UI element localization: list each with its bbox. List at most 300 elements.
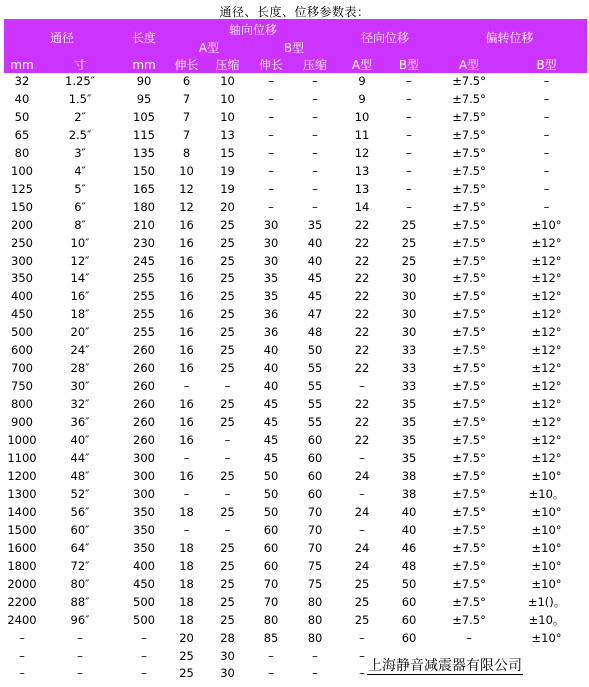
cell-diameter-inch: 60″: [70, 522, 90, 537]
cell-diameter-mm: 32: [14, 74, 30, 88]
cell-diameter-inch: 96″: [70, 612, 90, 627]
cell-axial-b-compress: 70: [307, 504, 323, 519]
cell-angular-b: ±12°: [531, 361, 562, 376]
cell-radial-a: –: [359, 486, 365, 501]
table-row: [4, 163, 587, 181]
cell-diameter-inch: 40″: [70, 433, 90, 448]
cell-angular-b: ±12°: [531, 343, 562, 358]
table-row: [4, 288, 587, 306]
cell-axial-a-extend: –: [183, 486, 190, 501]
cell-radial-b: 30: [401, 271, 417, 286]
cell-axial-a-compress: 28: [220, 630, 235, 645]
header-angular-a: A型: [458, 58, 480, 72]
cell-angular-b: ±10。: [528, 486, 565, 501]
cell-radial-a: 10: [354, 109, 370, 124]
cell-angular-a: ±7.5°: [452, 594, 486, 609]
cell-axial-a-compress: 25: [220, 504, 235, 519]
cell-diameter-mm: 1500: [7, 522, 37, 537]
cell-diameter-mm: 2400: [7, 612, 37, 627]
cell-angular-b: –: [543, 74, 550, 88]
cell-radial-a: 24: [354, 504, 370, 519]
cell-axial-b-extend: 80: [263, 612, 279, 627]
cell-angular-b: –: [543, 163, 550, 178]
cell-radial-a: 25: [354, 576, 370, 591]
cell-axial-b-compress: –: [312, 163, 318, 178]
cell-axial-b-extend: 45: [263, 415, 279, 430]
cell-angular-b: ±12°: [531, 415, 562, 430]
cell-axial-a-compress: 25: [220, 415, 235, 430]
cell-diameter-inch: 12″: [70, 253, 90, 268]
table-row: [4, 612, 587, 630]
table-row: [4, 73, 587, 91]
cell-axial-a-extend: –: [183, 451, 190, 466]
cell-length: 350: [133, 522, 155, 537]
cell-length: 260: [133, 343, 155, 358]
cell-angular-a: ±7.5°: [452, 181, 486, 196]
header-length-unit: mm: [132, 57, 156, 72]
cell-length: 260: [133, 415, 155, 430]
cell-angular-a: ±7.5°: [452, 361, 486, 376]
cell-axial-a-compress: –: [224, 379, 231, 394]
cell-radial-b: –: [406, 145, 412, 160]
cell-radial-b: –: [406, 74, 412, 88]
cell-length: 210: [133, 217, 155, 232]
cell-radial-a: –: [359, 522, 365, 537]
cell-axial-a-extend: –: [183, 522, 190, 537]
cell-diameter-inch: 56″: [70, 504, 90, 519]
cell-radial-b: 25: [401, 253, 417, 268]
cell-angular-a: ±7.5°: [452, 415, 486, 430]
cell-length: –: [141, 630, 147, 645]
cell-axial-b-extend: –: [268, 666, 274, 681]
cell-angular-b: ±12°: [531, 235, 562, 250]
cell-axial-b-extend: 30: [263, 217, 279, 232]
cell-radial-a: 22: [354, 307, 370, 322]
cell-length: 450: [133, 576, 155, 591]
cell-axial-a-compress: 25: [220, 594, 235, 609]
cell-length: 500: [133, 594, 155, 609]
table-row: [4, 504, 587, 522]
cell-axial-a-compress: 25: [220, 540, 235, 555]
cell-axial-a-extend: 16: [179, 361, 194, 376]
cell-angular-a: ±7.5°: [452, 199, 486, 214]
cell-axial-b-compress: 55: [307, 397, 323, 412]
cell-angular-a: ±7.5°: [452, 145, 486, 160]
cell-radial-a: –: [359, 666, 365, 681]
parameter-table: [4, 19, 587, 683]
cell-length: 255: [133, 271, 155, 286]
cell-axial-a-extend: 18: [179, 504, 194, 519]
cell-radial-a: –: [359, 379, 365, 394]
cell-axial-b-compress: 60: [307, 451, 323, 466]
cell-axial-a-compress: 25: [220, 217, 235, 232]
cell-axial-b-compress: 60: [307, 433, 323, 448]
cell-diameter-mm: 40: [14, 91, 30, 106]
cell-axial-b-extend: 50: [263, 468, 279, 483]
cell-axial-b-extend: 50: [263, 504, 279, 519]
cell-axial-b-extend: 60: [263, 522, 279, 537]
cell-radial-a: 22: [354, 271, 370, 286]
cell-axial-b-compress: 55: [307, 361, 323, 376]
cell-length: 300: [133, 486, 155, 501]
cell-radial-a: 12: [354, 145, 370, 160]
cell-axial-a-compress: –: [224, 486, 231, 501]
cell-axial-b-compress: 80: [307, 630, 323, 645]
cell-angular-b: ±10°: [531, 504, 562, 519]
cell-diameter-mm: 1300: [7, 486, 37, 501]
cell-axial-a-extend: 18: [179, 540, 194, 555]
cell-angular-b: ±12°: [531, 325, 562, 340]
cell-angular-a: ±7.5°: [452, 379, 486, 394]
cell-diameter-mm: 2200: [7, 594, 37, 609]
cell-radial-a: 22: [354, 415, 370, 430]
cell-length: 115: [133, 127, 155, 142]
cell-axial-b-extend: –: [268, 163, 274, 178]
cell-diameter-inch: 72″: [70, 558, 90, 573]
cell-angular-b: –: [543, 91, 550, 106]
cell-axial-b-compress: 75: [307, 558, 323, 573]
header-a-compress: 压缩: [215, 58, 240, 72]
table-row: [4, 109, 587, 127]
cell-diameter-inch: –: [77, 648, 83, 663]
table-row: [4, 235, 587, 253]
cell-diameter-inch: –: [77, 630, 83, 645]
cell-angular-a: ±7.5°: [452, 451, 486, 466]
cell-diameter-inch: 36″: [70, 415, 90, 430]
cell-axial-a-compress: 10: [220, 109, 235, 124]
cell-axial-b-extend: –: [268, 109, 274, 124]
cell-length: 245: [133, 253, 155, 268]
cell-axial-a-compress: 19: [220, 181, 235, 196]
cell-angular-b: ±10。: [528, 612, 565, 627]
cell-length: 105: [133, 109, 155, 124]
cell-angular-a: ±7.5°: [452, 91, 486, 106]
cell-radial-b: 35: [401, 415, 417, 430]
cell-axial-b-extend: 45: [263, 433, 279, 448]
cell-radial-a: 22: [354, 217, 370, 232]
cell-axial-a-extend: 10: [179, 163, 194, 178]
cell-axial-b-extend: 35: [263, 289, 279, 304]
cell-axial-a-compress: 25: [220, 558, 235, 573]
cell-angular-b: ±12°: [531, 271, 562, 286]
cell-axial-b-extend: –: [268, 74, 274, 88]
cell-angular-a: ±7.5°: [452, 235, 486, 250]
cell-axial-a-extend: 18: [179, 594, 194, 609]
cell-axial-a-extend: 6: [182, 74, 191, 88]
cell-length: 500: [133, 612, 155, 627]
cell-radial-a: 24: [354, 540, 370, 555]
cell-axial-a-compress: 25: [220, 612, 235, 627]
cell-diameter-inch: 1.5″: [68, 91, 92, 106]
header-radial-b: B型: [398, 58, 420, 72]
cell-diameter-mm: 600: [11, 343, 33, 358]
cell-axial-a-extend: 16: [179, 343, 194, 358]
cell-axial-a-extend: 16: [179, 433, 194, 448]
cell-diameter-inch: 2.5″: [68, 127, 92, 142]
cell-axial-a-extend: 16: [179, 253, 194, 268]
cell-diameter-inch: –: [77, 666, 83, 681]
cell-diameter-inch: 32″: [70, 397, 90, 412]
cell-radial-b: 60: [401, 594, 417, 609]
cell-angular-b: ±1()。: [527, 594, 566, 609]
cell-axial-b-compress: 40: [307, 253, 323, 268]
table-row: [4, 522, 587, 540]
cell-angular-b: ±10°: [531, 468, 562, 483]
table-row: [4, 342, 587, 360]
cell-length: –: [141, 648, 147, 663]
cell-length: 300: [133, 451, 155, 466]
cell-radial-b: 35: [401, 451, 417, 466]
cell-diameter-mm: 750: [11, 379, 33, 394]
cell-axial-b-compress: 35: [307, 217, 323, 232]
cell-angular-b: ±10°: [531, 576, 562, 591]
cell-radial-b: 50: [401, 576, 417, 591]
cell-diameter-inch: 52″: [70, 486, 90, 501]
cell-axial-a-compress: 20: [220, 199, 235, 214]
cell-axial-a-compress: 25: [220, 325, 235, 340]
cell-angular-a: ±7.5°: [452, 612, 486, 627]
cell-diameter-inch: 1.25″: [65, 74, 95, 88]
cell-diameter-mm: 500: [11, 325, 33, 340]
cell-diameter-mm: 125: [11, 181, 33, 196]
cell-axial-a-compress: 25: [220, 361, 235, 376]
cell-diameter-inch: 24″: [70, 343, 90, 358]
cell-length: 260: [133, 433, 155, 448]
cell-axial-b-extend: –: [268, 181, 274, 196]
cell-diameter-mm: 1600: [7, 540, 37, 555]
cell-axial-a-extend: 7: [182, 91, 191, 106]
cell-axial-b-compress: 60: [307, 486, 323, 501]
cell-diameter-mm: 700: [11, 361, 33, 376]
cell-axial-a-extend: 16: [179, 397, 194, 412]
cell-angular-a: ±7.5°: [452, 289, 486, 304]
company-name: 上海静音减震器有限公司: [368, 658, 522, 674]
cell-angular-a: ±7.5°: [452, 558, 486, 573]
cell-diameter-mm: 450: [11, 307, 33, 322]
cell-axial-b-compress: 80: [307, 594, 323, 609]
cell-diameter-mm: 250: [11, 235, 33, 250]
table-header: [4, 19, 587, 73]
cell-axial-a-compress: 25: [220, 289, 235, 304]
cell-axial-a-extend: 16: [179, 235, 194, 250]
cell-angular-a: ±7.5°: [452, 468, 486, 483]
cell-diameter-mm: 100: [11, 163, 33, 178]
table-row: [4, 396, 587, 414]
cell-diameter-mm: 1800: [7, 558, 37, 573]
cell-length: 255: [133, 307, 155, 322]
cell-diameter-inch: 30″: [70, 379, 90, 394]
header-diameter: 通径: [50, 31, 75, 45]
cell-angular-b: ±10°: [531, 522, 562, 537]
header-axial-type-a: A型: [198, 41, 220, 55]
cell-radial-b: 25: [401, 235, 417, 250]
cell-diameter-mm: 1400: [7, 504, 37, 519]
cell-angular-b: –: [543, 199, 550, 214]
cell-axial-a-extend: 12: [179, 199, 194, 214]
cell-diameter-inch: 4″: [74, 163, 86, 178]
cell-diameter-mm: 350: [11, 271, 33, 286]
table-row: [4, 127, 587, 145]
table-row: [4, 360, 587, 378]
cell-angular-b: –: [543, 145, 550, 160]
cell-angular-a: ±7.5°: [452, 343, 486, 358]
header-mm: mm: [10, 57, 34, 72]
cell-axial-a-extend: 12: [179, 181, 194, 196]
cell-axial-a-extend: 25: [179, 666, 194, 681]
cell-diameter-inch: 14″: [70, 271, 90, 286]
table-row: [4, 306, 587, 324]
cell-diameter-inch: 88″: [70, 594, 90, 609]
cell-radial-a: 11: [354, 127, 370, 142]
table-row: [4, 576, 587, 594]
header-radial-a: A型: [351, 58, 373, 72]
cell-axial-b-compress: 40: [307, 235, 323, 250]
header-b-extend: 伸长: [259, 58, 284, 72]
cell-axial-b-compress: 75: [307, 576, 323, 591]
table-row: [4, 217, 587, 235]
cell-axial-b-compress: –: [312, 74, 318, 88]
cell-axial-b-extend: –: [268, 648, 274, 663]
cell-radial-a: 22: [354, 433, 370, 448]
cell-axial-b-extend: 40: [263, 379, 279, 394]
cell-axial-a-compress: –: [224, 451, 231, 466]
cell-axial-b-extend: 40: [263, 361, 279, 376]
cell-diameter-mm: –: [19, 630, 25, 645]
cell-axial-b-compress: –: [312, 666, 318, 681]
cell-radial-a: 13: [354, 181, 370, 196]
cell-axial-b-compress: 70: [307, 540, 323, 555]
cell-diameter-mm: 1200: [7, 468, 37, 483]
table-body: [4, 73, 587, 683]
cell-axial-b-extend: 70: [263, 594, 279, 609]
cell-axial-b-extend: 30: [263, 235, 279, 250]
cell-radial-a: –: [359, 648, 365, 663]
cell-radial-b: –: [406, 163, 412, 178]
cell-axial-b-extend: 45: [263, 397, 279, 412]
cell-axial-b-extend: 35: [263, 271, 279, 286]
cell-angular-b: ±10°: [531, 630, 562, 645]
cell-diameter-inch: 20″: [70, 325, 90, 340]
cell-radial-a: 25: [354, 612, 370, 627]
cell-radial-b: –: [406, 109, 412, 124]
cell-axial-a-extend: 18: [179, 576, 194, 591]
cell-axial-b-extend: –: [268, 145, 274, 160]
cell-radial-a: 13: [354, 163, 370, 178]
cell-angular-a: ±7.5°: [452, 486, 486, 501]
cell-radial-a: 22: [354, 325, 370, 340]
cell-length: 180: [133, 199, 155, 214]
cell-axial-a-extend: 16: [179, 271, 194, 286]
cell-angular-a: –: [466, 630, 472, 645]
cell-axial-b-extend: 45: [263, 451, 279, 466]
cell-radial-b: 38: [401, 468, 417, 483]
cell-diameter-mm: 1000: [7, 433, 37, 448]
cell-axial-b-extend: 60: [263, 540, 279, 555]
cell-radial-a: 24: [354, 468, 370, 483]
cell-angular-a: ±7.5°: [452, 504, 486, 519]
cell-angular-a: ±7.5°: [452, 74, 486, 88]
cell-axial-b-extend: 70: [263, 576, 279, 591]
cell-angular-a: ±7.5°: [452, 253, 486, 268]
cell-axial-a-extend: 16: [179, 325, 194, 340]
cell-axial-b-extend: 30: [263, 253, 279, 268]
cell-diameter-inch: 10″: [70, 235, 90, 250]
cell-angular-b: ±12°: [531, 307, 562, 322]
cell-axial-b-extend: 36: [263, 307, 279, 322]
cell-radial-b: –: [406, 199, 412, 214]
cell-radial-b: 60: [401, 612, 417, 627]
cell-diameter-inch: 44″: [70, 451, 90, 466]
cell-radial-b: 48: [401, 558, 417, 573]
table-row: [4, 432, 587, 450]
cell-diameter-mm: 300: [11, 253, 33, 268]
cell-axial-a-compress: 15: [220, 145, 235, 160]
cell-axial-a-compress: 10: [220, 74, 235, 88]
cell-axial-b-compress: 45: [307, 271, 323, 286]
cell-diameter-inch: 16″: [70, 289, 90, 304]
cell-length: 350: [133, 504, 155, 519]
cell-angular-b: ±12°: [531, 253, 562, 268]
cell-length: 350: [133, 540, 155, 555]
cell-axial-a-extend: 7: [182, 109, 191, 124]
cell-axial-a-compress: 25: [220, 271, 235, 286]
cell-radial-a: –: [359, 451, 365, 466]
cell-axial-b-extend: –: [268, 91, 274, 106]
cell-axial-b-compress: –: [312, 181, 318, 196]
cell-radial-b: 33: [401, 343, 417, 358]
cell-radial-b: 30: [401, 307, 417, 322]
table-row: [4, 324, 587, 342]
table-row: [4, 270, 587, 288]
cell-axial-b-extend: 40: [263, 343, 279, 358]
cell-axial-a-compress: 25: [220, 468, 235, 483]
header-axial: 轴向位移: [229, 22, 278, 37]
header-a-extend: 伸长: [174, 58, 199, 72]
table-row: [4, 378, 587, 396]
cell-length: –: [141, 666, 147, 681]
cell-angular-b: ±12°: [531, 451, 562, 466]
cell-axial-a-extend: 18: [179, 612, 194, 627]
cell-radial-a: 14: [354, 199, 370, 214]
cell-diameter-mm: 400: [11, 289, 33, 304]
cell-radial-a: 22: [354, 253, 370, 268]
cell-axial-a-compress: 30: [220, 666, 235, 681]
cell-length: 135: [133, 145, 155, 160]
cell-radial-a: 22: [354, 289, 370, 304]
cell-axial-a-compress: 19: [220, 163, 235, 178]
cell-axial-a-extend: 20: [179, 630, 194, 645]
cell-axial-b-extend: 50: [263, 486, 279, 501]
cell-axial-a-compress: 25: [220, 307, 235, 322]
table-row: [4, 540, 587, 558]
cell-angular-a: ±7.5°: [452, 576, 486, 591]
cell-axial-a-compress: 25: [220, 253, 235, 268]
cell-axial-b-compress: 50: [307, 343, 323, 358]
header-angular-b: B型: [536, 58, 557, 72]
cell-angular-a: ±7.5°: [452, 433, 486, 448]
cell-axial-b-compress: 48: [307, 325, 323, 340]
table-row: [4, 486, 587, 504]
cell-diameter-mm: 2000: [7, 576, 37, 591]
cell-length: 255: [133, 289, 155, 304]
cell-diameter-inch: 80″: [70, 576, 90, 591]
cell-length: 165: [133, 181, 155, 196]
cell-angular-b: –: [543, 181, 550, 196]
cell-axial-a-compress: 10: [220, 91, 235, 106]
cell-axial-a-extend: 18: [179, 558, 194, 573]
cell-radial-b: –: [406, 181, 412, 196]
table-row: [4, 145, 587, 163]
